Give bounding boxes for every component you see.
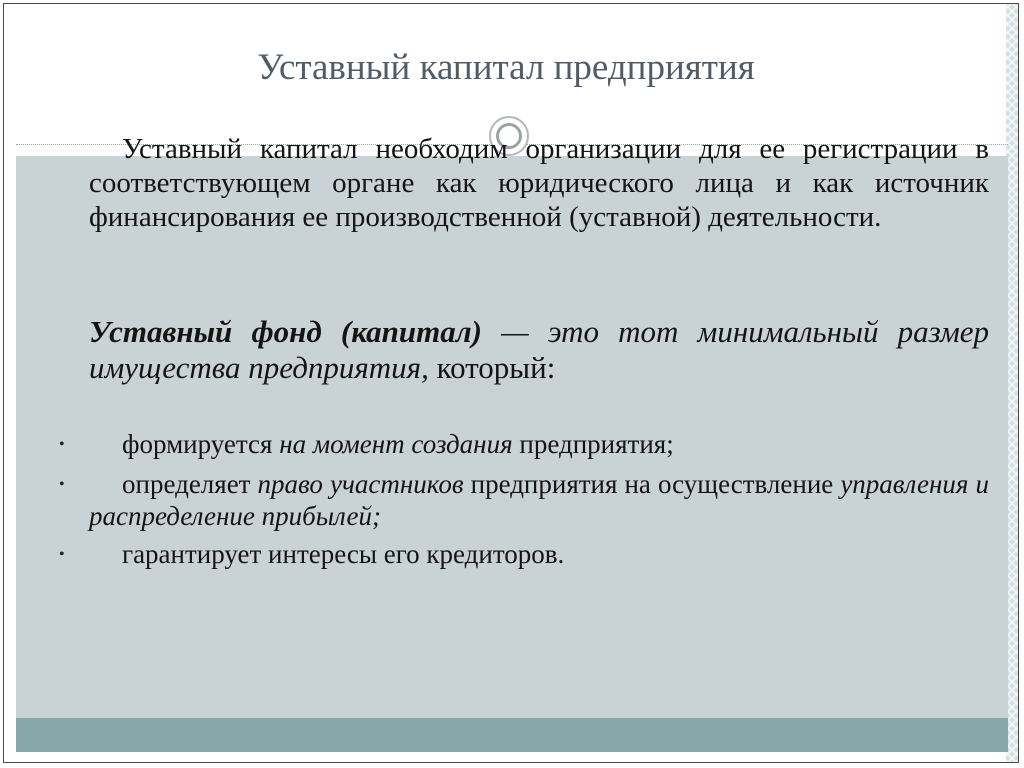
bullet-3-text: гарантирует интересы его кредиторов. [122,539,565,569]
bullet-item-2 [89,468,989,532]
bullet-2-italic: право участников [257,469,464,499]
bullet-2-italic-tail: управления и распределение прибылей; [89,469,989,531]
bullet-marker: • [59,436,65,453]
definition-term: Уставный фонд (капитал) [89,314,482,349]
definition-text: — это тот минимальный размер имущества предприятия, [89,314,990,385]
bullet-2-text: определяет [122,469,258,499]
definition-tail: который: [428,350,556,385]
slide-title: Уставный капитал предприятия [257,47,755,88]
bullet-1-italic: на момент создания [279,429,513,459]
bullet-2-middle: предприятия на осуществление [463,469,841,499]
slide [3,3,1019,763]
bottom-band [16,718,1008,752]
bullet-marker: • [59,476,65,493]
intro-text: Уставный капитал необходим организации для ее регистрации в соответствующем органе как юридического лица и как источник финансирования ее производственной (уставной) деятельности. [89,133,989,233]
bullet-item-1 [89,428,989,460]
intro-paragraph [89,132,989,234]
bullet-1-text: формируется [122,429,280,459]
bullet-1-tail: предприятия; [512,429,674,459]
bullet-item-3 [89,538,989,570]
definition-paragraph [89,314,989,386]
bullet-marker: • [59,546,65,563]
